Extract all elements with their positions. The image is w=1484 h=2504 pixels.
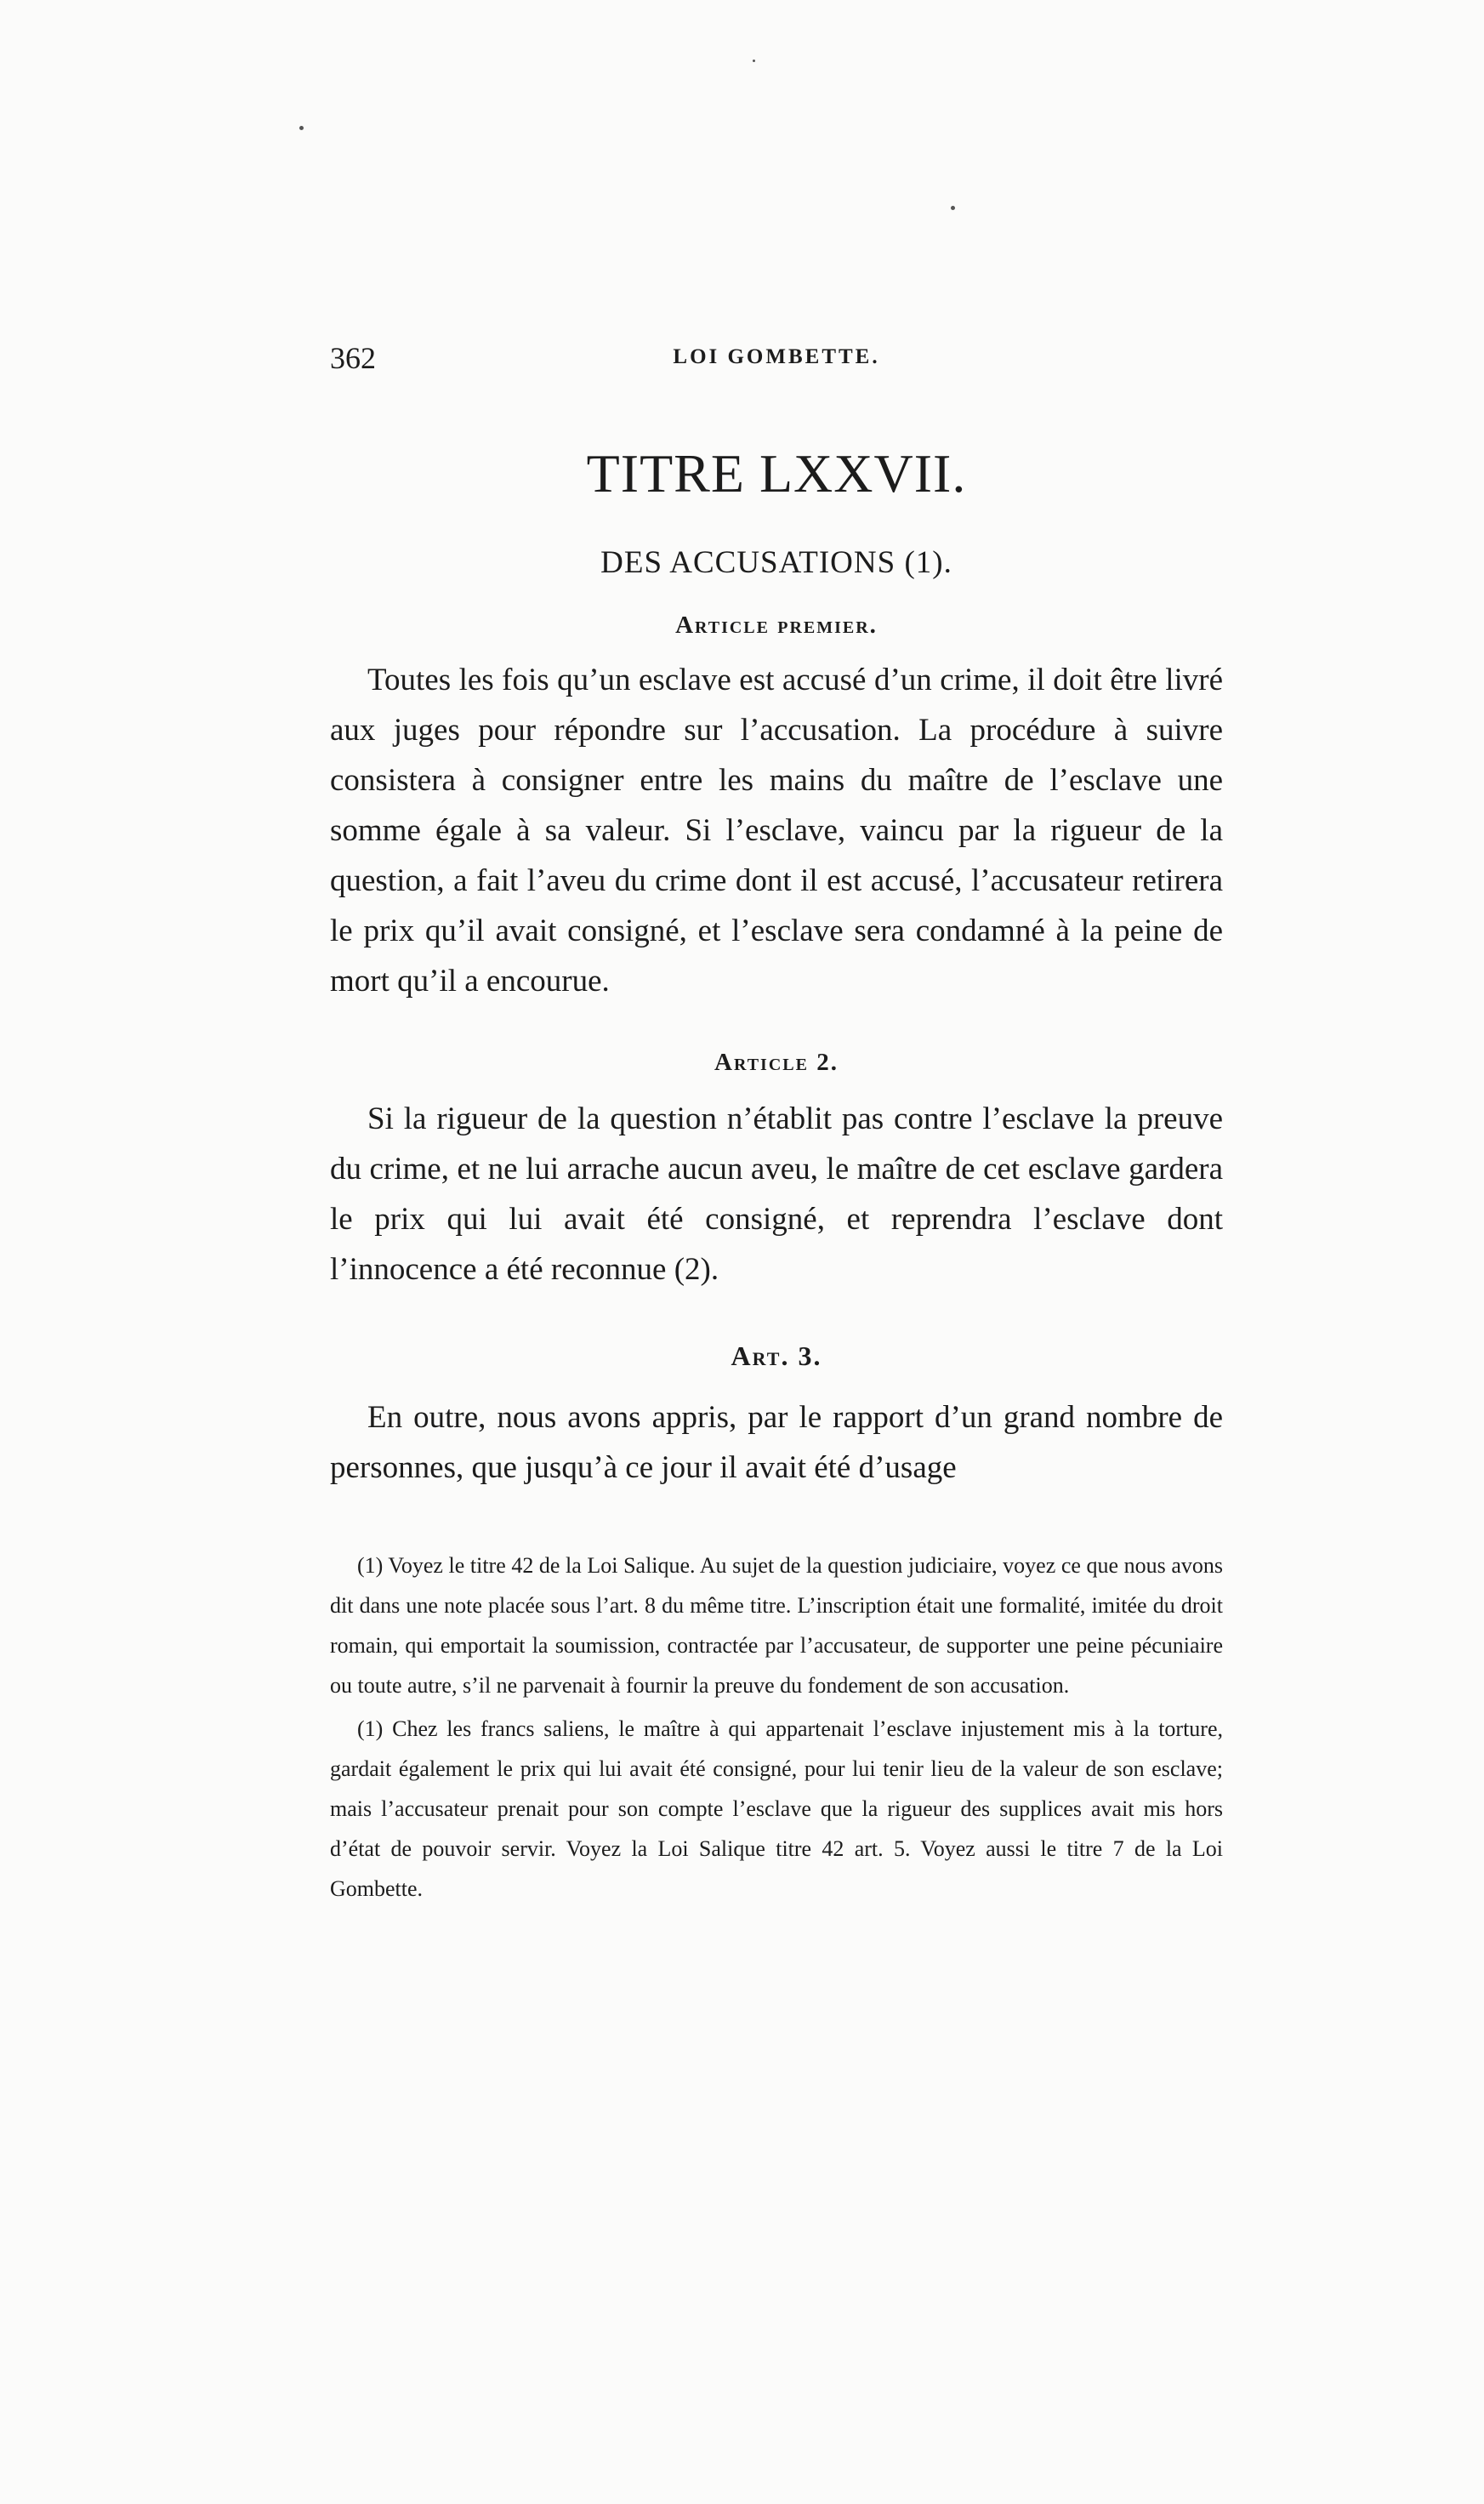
footnote: (1) Voyez le titre 42 de la Loi Salique. Au sujet de la question judiciaire, voyez ce que nous avons dit dans une note placée sous l’art. 8 du même titre. L’inscription était une formalité, imitée du droit romain, qui emportait la soumission, contractée par l’accusateur, de supporter une peine pécuniaire ou toute autre, s’il ne parvenait à fournir la preuve du fondement de son accusation. (330, 1553, 1223, 1698)
article-1-text: Toutes les fois qu’un esclave est accusé d’un crime, il doit être livré aux juges pour répondre sur l’accusation. La procédure à suivre consistera à consigner entre les mains du maître de l’esclave une somme égale à sa valeur. Si l’esclave, vaincu par la rigueur de la question, a fait l’aveu du crime dont il est accusé, l’accusateur retirera le prix qu’il avait consigné, et l’esclave sera condamné à la peine de mort qu’il a encourue. (330, 663, 1223, 999)
speck-mark (753, 60, 755, 62)
page-number: 362 (330, 341, 376, 375)
footnotes (330, 1545, 1223, 1909)
speck-mark (951, 206, 955, 210)
chapter-title: TITRE LXXVII. (586, 443, 967, 504)
article-1-heading: Article premier. (675, 612, 878, 639)
running-header (330, 340, 1223, 391)
article-2-text: Si la rigueur de la question n’établit pas contre l’esclave la preuve du crime, et ne lui arrache aucun aveu, le maître de cet esclave gardera le prix qui lui avait été consigné, et reprendra l’esclave dont l’innocence a été reconnue (2). (330, 1101, 1223, 1287)
article-3-heading: Art. 3. (731, 1340, 822, 1371)
footnote: (1) Chez les francs saliens, le maître à qui appartenait l’esclave injustement mis à la torture, gardait également le prix qui lui avait été consigné, pour lui tenir lieu de la valeur de son esclave; mais l’accusateur prenait pour son compte l’esclave que la rigueur des supplices avait mis hors d’état de pouvoir servir. Voyez la Loi Salique titre 42 art. 5. Voyez aussi le titre 7 de la Loi Gombette. (330, 1716, 1223, 1901)
article-2-heading: Article 2. (714, 1049, 839, 1076)
running-title: LOI GOMBETTE. (673, 345, 880, 368)
chapter-subtitle: DES ACCUSATIONS (1). (600, 545, 952, 580)
speck-mark (299, 126, 304, 130)
document-page (330, 340, 1223, 1909)
article-3-text: En outre, nous avons appris, par le rapport d’un grand nombre de personnes, que jusqu’à ce jour il avait été d’usage (330, 1400, 1223, 1485)
